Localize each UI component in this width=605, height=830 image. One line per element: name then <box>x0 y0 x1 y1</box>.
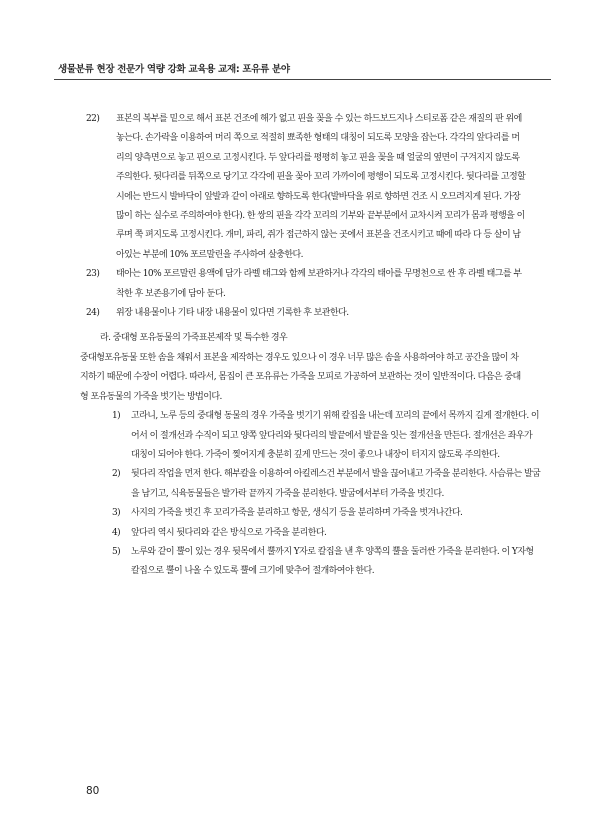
list-item-text: 사지의 가죽을 벗긴 후 꼬리가죽을 분리하고 항문, 생식기 등을 분리하며 가죽을 벗겨나간다. <box>131 508 463 519</box>
list-item-number: 4) <box>112 527 121 538</box>
list-item-number: 5) <box>112 546 121 557</box>
section-heading: 라. 중대형 포유동물의 가죽표본제작 및 특수한 경우 <box>100 333 288 344</box>
list-item <box>102 407 541 465</box>
list-item-number: 1) <box>112 411 121 422</box>
list-item-text: 태아는 10% 포르말린 용액에 담가 라벨 태그와 함께 보관하거나 각각의 태아를 무명천으로 싼 후 라벨 태그를 부착한 후 보존용기에 담아 둔다. <box>116 269 522 299</box>
page-number: 80 <box>86 785 100 797</box>
list-item-number: 3) <box>112 508 121 519</box>
list-item <box>86 265 526 304</box>
list-item-number: 2) <box>112 469 121 480</box>
list-item-text: 뒷다리 작업을 먼저 한다. 해부칼을 이용하여 아킬레스건 부분에서 발을 끊어내고 가죽을 분리한다. 사슴류는 발굽을 남기고, 식육동물들은 발가락 끝까지 가죽을 분리한다. 발굽에서부터 가죽을 벗긴다. <box>131 469 541 499</box>
page-body <box>80 110 541 582</box>
list-item-number: 23) <box>86 269 100 280</box>
list-item-text: 고라니, 노루 등의 중대형 동물의 경우 가죽을 벗기기 위해 칼집을 내는데 꼬리의 끝에서 목까지 길게 절개한다. 이어서 이 절개선과 수직이 되고 양쪽 앞다리와 뒷다리의 발끝에서 발끝을 잇는 절개선을 만든다. 절개선은 좌우가 대칭이 되어야 한다. 가죽이 찢어지게 충분히 깊게 만드는 것이 좋으나 내장이 터지지 않도록 주의한다. <box>131 411 540 460</box>
list-item <box>86 304 526 323</box>
list-item-number: 22) <box>86 114 100 124</box>
list-item <box>102 504 541 523</box>
list-item-number: 24) <box>86 308 100 319</box>
list-item <box>86 110 526 265</box>
header-rule <box>54 79 551 80</box>
section-paragraph: 중대형포유동물 또한 솜을 채워서 표본을 제작하는 경우도 있으나 이 경우 너무 많은 솜을 사용하여야 하고 공간을 많이 차지하기 때문에 수장이 어렵다. 따라서, 몸집이 큰 포유류는 가죽을 모피로 가공하여 보관하는 것이 일반적이다. 다음은 중대형 포유동물의 가죽을 벗기는 방법이다. <box>80 352 521 402</box>
list-item <box>102 465 541 504</box>
running-header-title: 생물분류 현장 전문가 역량 강화 교육용 교재: 포유류 분야 <box>58 64 290 75</box>
page-header <box>54 58 551 80</box>
list-item-text: 앞다리 역시 뒷다리와 같은 방식으로 가죽을 분리한다. <box>131 527 327 538</box>
list-item-text: 노루와 같이 뿔이 있는 경우 뒷목에서 뿔까지 Y자로 칼집을 낸 후 양쪽의 뿔을 둘러싼 가죽을 분리한다. 이 Y자형 칼집으로 뿔이 나올 수 있도록 뿔에 크기에 맞추어 절개하여야 한다. <box>131 546 534 577</box>
list-item <box>102 543 541 582</box>
list-item-text: 표본의 복부를 밑으로 해서 표본 건조에 해가 없고 핀을 꽂을 수 있는 하드보드지나 스티로폼 같은 재질의 판 위에 놓는다. 손가락을 이용하여 머리 쪽으로 적절히 뾰족한 형태의 대칭이 되도록 모양을 잡는다. 각각의 앞다리를 머리의 양측면으로 놓고 핀으로 고정시킨다. 두 앞다리를 평평히 놓고 핀을 꽂을 때 얼굴의 옆면이 구겨지지 않도록 주의한다. 뒷다리를 뒤쪽으로 당기고 각각에 핀을 꽂아 꼬리 가까이에 평행이 되도록 고정시킨다. 뒷다리를 고정할 시에는 반드시 발바닥이 앞발과 같이 아래로 향하도록 한다(발바닥을 위로 향하면 건조 시 오므려지게 된다. 가장 많이 하는 실수로 주의하여야 한다). 한 쌍의 핀을 각각 꼬리의 기부와 끝부분에서 교차시켜 꼬리가 몸과 평행을 이루며 쭉 펴지도록 고정시킨다. 개미, 파리, 쥐가 접근하지 않는 곳에서 표본을 건조시키고 때에 따라 다 등 살이 남아있는 부분에 10% 포르말린을 주사하여 살충한다. <box>116 114 526 260</box>
list-item <box>102 524 541 543</box>
list-item-text: 위장 내용물이나 기타 내장 내용물이 있다면 기록한 후 보관한다. <box>116 308 349 319</box>
